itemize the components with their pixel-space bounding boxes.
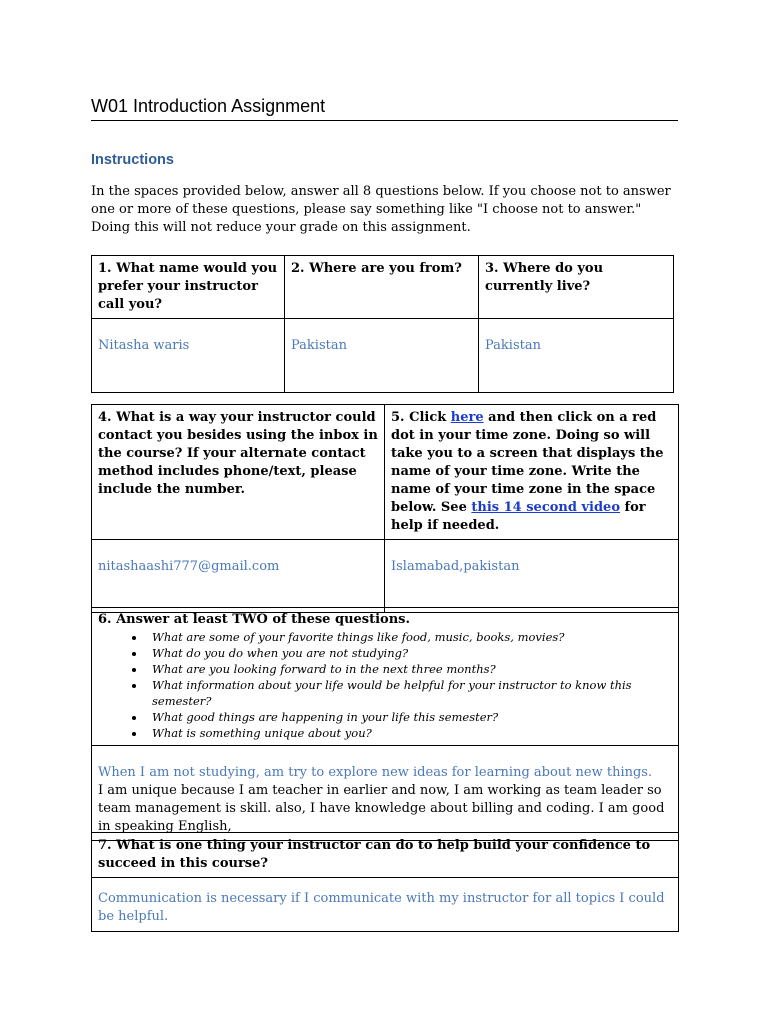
instructions-text: In the spaces provided below, answer all 8 questions below. If you choose not to answer one or more of these questions, please say something like "I choose not to answer." Doing this will not reduce your grade on this assignment.	[91, 184, 671, 235]
question-1: 1. What name would you prefer your instructor call you?	[92, 256, 285, 319]
question-6: 6. Answer at least TWO of these questions.	[98, 612, 411, 627]
option-item: • What is something unique about you?	[146, 725, 672, 741]
question-4: 4. What is a way your instructor could contact you besides using the inbox in the course? If your alternate contact method includes phone/text, please include the number.	[92, 405, 385, 540]
video-link[interactable]: this 14 second video	[471, 500, 620, 515]
question-7: 7. What is one thing your instructor can do to help build your confidence to succeed in this course?	[92, 833, 679, 878]
document-title: W01 Introduction Assignment	[91, 94, 678, 121]
question-2: 2. Where are you from?	[285, 256, 479, 319]
option-item: • What good things are happening in your life this semester?	[146, 709, 672, 725]
question-5-text-start: 5. Click	[391, 410, 451, 425]
question-6-options-list	[98, 629, 672, 741]
answer-6-paragraph-1: When I am not studying, am try to explore new ideas for learning about new things.	[98, 765, 653, 780]
questions-1-3-table	[91, 255, 674, 393]
question-6-cell	[92, 608, 679, 746]
question-6-table	[91, 607, 679, 841]
answer-6-paragraph-2: I am unique because I am teacher in earlier and now, I am working as team leader so team management is skill. also, I have knowledge about billing and coding. I am good in speaking English,	[98, 783, 665, 834]
option-item: • What are you looking forward to in the next three months?	[146, 661, 672, 677]
answer-4[interactable]: nitashaashi777@gmail.com	[92, 540, 385, 613]
option-item: • What are some of your favorite things like food, music, books, movies?	[146, 629, 672, 645]
answer-5[interactable]: Islamabad,pakistan	[385, 540, 679, 613]
instructions-heading: Instructions	[91, 152, 174, 168]
answer-1[interactable]: Nitasha waris	[92, 319, 285, 393]
question-5	[385, 405, 679, 540]
question-5-text-end: for help if needed.	[391, 500, 646, 533]
question-3: 3. Where do you currently live?	[479, 256, 674, 319]
answer-6[interactable]	[92, 746, 679, 841]
answer-7[interactable]: Communication is necessary if I communicate with my instructor for all topics I could be helpful.	[92, 878, 679, 932]
questions-4-5-table	[91, 404, 679, 613]
question-7-table	[91, 832, 679, 932]
answer-2[interactable]: Pakistan	[285, 319, 479, 393]
option-item: • What do you do when you are not studying?	[146, 645, 672, 661]
option-item: • What information about your life would be helpful for your instructor to know this semester?	[146, 677, 672, 709]
answer-3[interactable]: Pakistan	[479, 319, 674, 393]
here-link[interactable]: here	[450, 410, 484, 425]
question-5-text-middle: and then click on a red dot in your time zone. Doing so will take you to a screen that displays the name of your time zone. Write the name of your time zone in the space below. See	[391, 410, 664, 515]
